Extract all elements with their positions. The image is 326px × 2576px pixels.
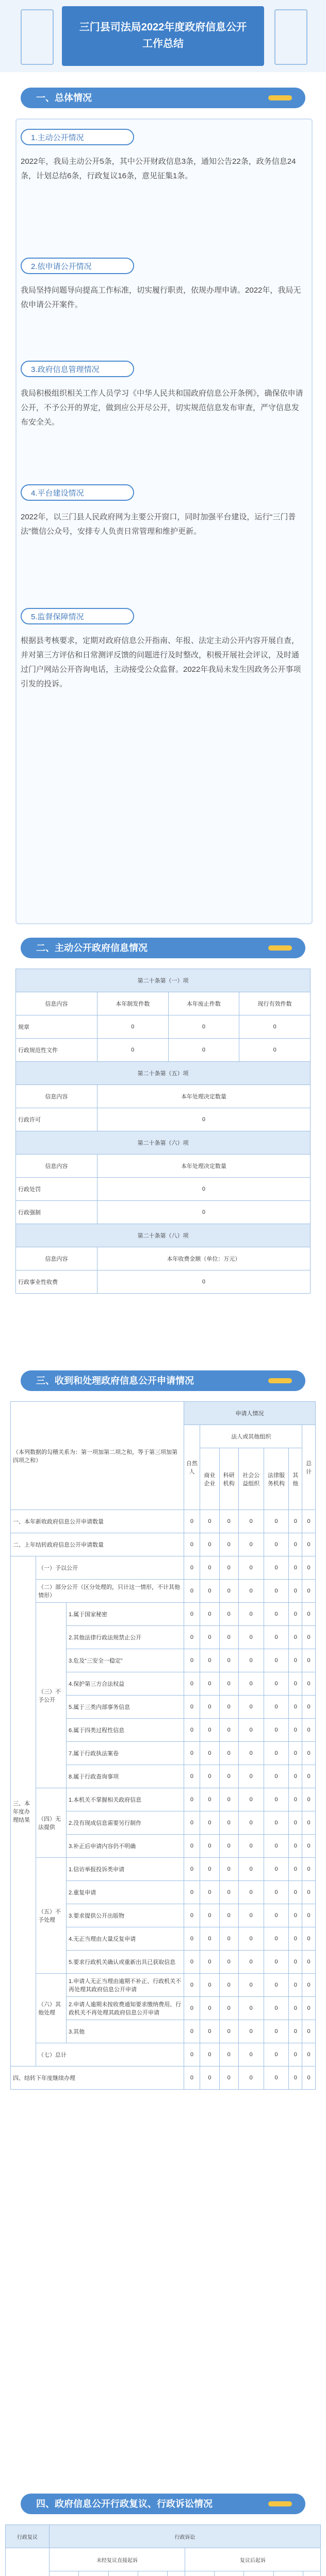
table-header-cell: 自然人: [184, 1425, 200, 1510]
table-cell: 0: [200, 2020, 219, 2043]
active-disclosure-table: [15, 969, 311, 1294]
table-cell: 0: [289, 1927, 302, 1951]
table-block-title: 第二十条第（一）项: [16, 969, 311, 992]
table-cell: 0: [302, 1510, 316, 1533]
table-cell: （六）其他处理: [36, 1974, 67, 2043]
table-cell: 0: [238, 1696, 264, 1719]
table-cell: 0: [219, 1556, 238, 1580]
table-cell: 0: [219, 2043, 238, 2066]
section-title-applications: 三、收到和处理政府信息公开申请情况: [36, 1376, 194, 1386]
table-cell: 0: [200, 1835, 219, 1858]
table-cell: （五）不予处理: [36, 1858, 67, 1974]
table-cell: 0: [289, 1533, 302, 1556]
table-cell: 0: [184, 2020, 200, 2043]
table-cell: 0: [239, 1015, 311, 1039]
table-header-cell: [185, 2571, 214, 2576]
table-cell: 0: [264, 1788, 289, 1811]
table-cell: 0: [184, 1997, 200, 2020]
table-cell: 0: [238, 1719, 264, 1742]
table-row: [11, 1556, 316, 1580]
table-row: [11, 1788, 316, 1811]
table-header-cell: 信息内容: [16, 1247, 97, 1270]
table-cell: 2.其他法律行政法规禁止公开: [67, 1626, 184, 1649]
table-cell: 0: [238, 1649, 264, 1672]
table-cell: 0: [200, 1788, 219, 1811]
table-cell: 0: [238, 1835, 264, 1858]
table-cell: 0: [289, 1904, 302, 1927]
table-cell: 0: [200, 1765, 219, 1788]
table-cell: 3.要求提供公开出版物: [67, 1904, 184, 1927]
overview-text-1: 2022年，我局主动公开5条，其中公开财政信息3条，通知公告22条，政务信息24条，计划总结6条，行政复议16条，意见征集1条。: [21, 157, 296, 180]
table-cell: 0: [289, 2066, 302, 2090]
table-header-cell: 复议后起诉: [185, 2548, 320, 2571]
table-header-cell: 行政诉讼: [50, 2525, 321, 2548]
table-cell: 0: [264, 1719, 289, 1742]
overview-tag-1: 1.主动公开情况: [21, 129, 134, 145]
table-cell: 0: [200, 1974, 219, 1997]
table-cell: 0: [238, 1951, 264, 1974]
table-cell: 0: [168, 1039, 239, 1062]
table-cell: 0: [219, 1696, 238, 1719]
table-cell: 2.申请人逾期未按收费通知要求缴纳费用、行政机关不再处理其政府信息公开申请: [67, 1997, 184, 2020]
section-decoration: [268, 2501, 292, 2506]
table-cell: 0: [184, 2043, 200, 2066]
table-cell: 0: [264, 1510, 289, 1533]
table-cell: 0: [302, 1997, 316, 2020]
overview-text-3: 我局积极组织相关工作人员学习《中华人民共和国政府信息公开条例》，确保依申请公开，不予公开的界定，做到应公开尽公开，切实规范信息发布审查，严守信息发布安全关。: [21, 389, 303, 427]
table-cell: 0: [238, 1811, 264, 1835]
table-cell: 0: [238, 1881, 264, 1904]
header-decoration-left: [21, 9, 54, 65]
table-cell: 0: [219, 1974, 238, 1997]
table-cell: 0: [184, 2066, 200, 2090]
table-cell: 0: [219, 1881, 238, 1904]
table-cell: 0: [219, 1626, 238, 1649]
table-cell: （二）部分公开（区分处理的，只计这一情形，不计其他情形）: [36, 1580, 184, 1603]
table-cell: 0: [238, 1603, 264, 1626]
table-cell: 0: [219, 1533, 238, 1556]
table-cell: 0: [184, 1811, 200, 1835]
table-cell: 行政许可: [16, 1108, 97, 1131]
table-cell: 0: [302, 1765, 316, 1788]
table-cell: 0: [302, 1696, 316, 1719]
table-cell: 0: [219, 1927, 238, 1951]
table-cell: 0: [238, 2066, 264, 2090]
table-cell: 0: [200, 1649, 219, 1672]
table-cell: 0: [289, 1510, 302, 1533]
table-cell: 0: [97, 1108, 310, 1131]
table-spacer-cell: [6, 2548, 50, 2576]
table-cell: 0: [200, 1742, 219, 1765]
table-cell: 0: [200, 1510, 219, 1533]
table-cell: 0: [97, 1178, 310, 1201]
table-cell: 0: [238, 1556, 264, 1580]
table-cell: 0: [238, 1788, 264, 1811]
table-cell: 0: [184, 1951, 200, 1974]
table-cell: 0: [184, 1510, 200, 1533]
applications-table: [10, 1401, 316, 2090]
table-cell: 四、结转下年度继续办理: [11, 2066, 184, 2090]
table-cell: 0: [238, 1927, 264, 1951]
table-cell: 1.信访举报投诉类申请: [67, 1858, 184, 1881]
table-cell: 0: [184, 1742, 200, 1765]
table-cell: 0: [289, 1951, 302, 1974]
table-cell: 7.属于行政执法案卷: [67, 1742, 184, 1765]
table-header-cell: 行政复议: [6, 2525, 50, 2548]
table-cell: 0: [200, 2066, 219, 2090]
table-cell: 0: [302, 1951, 316, 1974]
table-cell: 0: [238, 2043, 264, 2066]
table-block-title: 第二十条第（五）项: [16, 1062, 311, 1085]
table-header-cell: 现行有效件数: [239, 992, 311, 1015]
table-cell: 0: [302, 1533, 316, 1556]
header-decoration-right: [274, 9, 307, 65]
table-cell: 0: [289, 1649, 302, 1672]
overview-text-4: 2022年，以三门县人民政府网为主要公开窗口，同时加强平台建设，运行“三门普法”微信公众号，安排专人负责日常管理和维护更新。: [21, 513, 296, 536]
overview-tag-4: 4.平台建设情况: [21, 484, 134, 501]
table-header-cell: 申请人情况: [184, 1402, 315, 1425]
table-cell: 0: [289, 1626, 302, 1649]
table-cell: 0: [238, 1580, 264, 1603]
table-cell: 3.补正后申请内容仍不明确: [67, 1835, 184, 1858]
table-cell: 0: [184, 1927, 200, 1951]
table-row: [11, 1858, 316, 1881]
table-cell: 0: [264, 1997, 289, 2020]
table-cell: （四）无法提供: [36, 1788, 67, 1858]
table-cell: 二、上年结转政府信息公开申请数量: [11, 1533, 184, 1556]
table-cell: 0: [289, 1997, 302, 2020]
table-header-cell: 其他: [289, 1448, 302, 1510]
table-cell: 0: [264, 1533, 289, 1556]
table-cell: 0: [200, 1927, 219, 1951]
table-cell: 0: [302, 1858, 316, 1881]
table-cell: 0: [264, 1858, 289, 1881]
table-cell: 0: [238, 1974, 264, 1997]
table-cell: 行政处罚: [16, 1178, 97, 1201]
table-cell: 0: [302, 1835, 316, 1858]
table-cell: 0: [97, 1201, 310, 1224]
table-cell: 0: [289, 2020, 302, 2043]
table-cell: 0: [264, 2066, 289, 2090]
table-header-cell: 本年处理决定数量: [97, 1085, 310, 1108]
table-cell: 0: [219, 1649, 238, 1672]
table-cell: 0: [238, 1626, 264, 1649]
table-cell: 0: [184, 1580, 200, 1603]
table-header-cell: 总计: [302, 1425, 316, 1510]
table-row: [11, 1603, 316, 1626]
table-header-cell: 信息内容: [16, 992, 97, 1015]
table-cell: 行政事业性收费: [16, 1270, 97, 1294]
table-cell: 0: [184, 1649, 200, 1672]
header-title-band: [62, 6, 264, 66]
table-cell: 0: [264, 1951, 289, 1974]
table-cell: 0: [264, 2020, 289, 2043]
table-cell: 0: [302, 2020, 316, 2043]
table-header-cell: [215, 2571, 244, 2576]
table-cell: 0: [289, 1719, 302, 1742]
table-cell: 0: [200, 1997, 219, 2020]
table-row: [11, 1533, 316, 1556]
table-header-cell: 本年处理决定数量: [97, 1155, 310, 1178]
table-row: [11, 1510, 316, 1533]
section-decoration: [268, 1378, 292, 1383]
section-title-review-litigation: 四、政府信息公开行政复议、行政诉讼情况: [36, 2499, 213, 2509]
table-row: [11, 1580, 316, 1603]
table-header-cell: 科研机构: [219, 1448, 238, 1510]
table-cell: 0: [184, 1696, 200, 1719]
table-cell: 1.属于国家秘密: [67, 1603, 184, 1626]
table-cell: 0: [289, 1788, 302, 1811]
table-header-cell: [108, 2571, 138, 2576]
table-cell: 0: [238, 1510, 264, 1533]
table-cell: 0: [219, 1603, 238, 1626]
page-title-line2: 工作总结: [142, 38, 184, 49]
table-cell: 0: [264, 1556, 289, 1580]
table-cell: 0: [200, 1556, 219, 1580]
table-header-cell: 法人或其他组织: [200, 1425, 302, 1448]
table-cell: 0: [264, 1649, 289, 1672]
table-cell: 0: [302, 1603, 316, 1626]
table-cell: 0: [302, 1904, 316, 1927]
table-cell: 一、本年新收政府信息公开申请数量: [11, 1510, 184, 1533]
table-header-cell: [50, 2571, 79, 2576]
table-cell: 0: [302, 1626, 316, 1649]
table-corner-note: （本列数据的勾稽关系为：第一项加第二项之和，等于第三项加第四项之和）: [11, 1402, 184, 1510]
review-litigation-table: [5, 2524, 321, 2576]
table-cell: 0: [238, 1997, 264, 2020]
table-header-cell: 本年废止件数: [168, 992, 239, 1015]
table-cell: 0: [264, 1580, 289, 1603]
table-header-cell: [273, 2571, 303, 2576]
overview-text-5: 根据县考核要求，定期对政府信息公开指南、年报、法定主动公开内容开展自查，并对第三方评估和日常测评反馈的问题进行及时整改，积极开展社会评议，及时通过门户网站公开咨询电话，主动接受公众监督。2022年我局未发生因政务公开事项引发的投诉。: [21, 636, 301, 688]
table-row: [11, 1974, 316, 1997]
table-cell: （七）总计: [36, 2043, 184, 2066]
table-cell: 0: [200, 2043, 219, 2066]
table-cell: 0: [302, 1672, 316, 1696]
table-cell: 0: [289, 1696, 302, 1719]
table-cell: 0: [219, 2020, 238, 2043]
table-row: [11, 2066, 316, 2090]
table-cell: 0: [264, 1626, 289, 1649]
table-cell: 0: [302, 1974, 316, 1997]
table-header-cell: 商业企业: [200, 1448, 219, 1510]
table-cell: 0: [219, 1858, 238, 1881]
table-cell: 2.重复申请: [67, 1881, 184, 1904]
table-cell: 3.危及“三安全一稳定”: [67, 1649, 184, 1672]
table-cell: 4.无正当理由大量反复申请: [67, 1927, 184, 1951]
table-cell: 0: [219, 1997, 238, 2020]
table-cell: 0: [97, 1039, 168, 1062]
table-cell: 0: [168, 1015, 239, 1039]
table-cell: 0: [238, 2020, 264, 2043]
table-cell: 0: [200, 1696, 219, 1719]
table-cell: 0: [184, 1858, 200, 1881]
table-cell: 0: [219, 1904, 238, 1927]
table-cell: 0: [302, 1788, 316, 1811]
table-cell: 0: [97, 1270, 310, 1294]
table-header-cell: 信息内容: [16, 1155, 97, 1178]
table-cell: 0: [200, 1626, 219, 1649]
table-cell: 0: [302, 1742, 316, 1765]
table-cell: 0: [238, 1765, 264, 1788]
overview-tag-2: 2.依申请公开情况: [21, 258, 134, 274]
table-block-title: 第二十条第（八）项: [16, 1224, 311, 1247]
table-cell: 0: [289, 1580, 302, 1603]
table-cell: 0: [184, 1974, 200, 1997]
table-cell: 0: [289, 1811, 302, 1835]
table-cell: 0: [289, 1672, 302, 1696]
table-cell: 0: [184, 1835, 200, 1858]
table-header-cell: [244, 2571, 273, 2576]
table-cell: 0: [289, 1603, 302, 1626]
table-cell: 0: [219, 1719, 238, 1742]
table-cell: 0: [302, 1719, 316, 1742]
table-block-title: 第二十条第（六）项: [16, 1131, 311, 1155]
table-cell: 5.要求行政机关确认或重新出具已获取信息: [67, 1951, 184, 1974]
table-cell: 0: [302, 1927, 316, 1951]
table-cell: 0: [264, 1672, 289, 1696]
table-cell: 0: [264, 1835, 289, 1858]
table-cell: 0: [264, 1696, 289, 1719]
table-cell: 0: [219, 1765, 238, 1788]
table-cell: 5.属于三类内部事务信息: [67, 1696, 184, 1719]
table-cell: 0: [289, 1556, 302, 1580]
table-cell: 0: [238, 1858, 264, 1881]
table-cell: 0: [200, 1533, 219, 1556]
table-cell: 0: [184, 1556, 200, 1580]
table-header-cell: [303, 2571, 320, 2576]
section-decoration: [268, 95, 292, 100]
table-cell: 0: [184, 1904, 200, 1927]
table-cell: 0: [184, 1533, 200, 1556]
table-cell: 0: [289, 1835, 302, 1858]
table-cell: （三）不予公开: [36, 1603, 67, 1788]
table-cell: 规章: [16, 1015, 97, 1039]
table-cell: 0: [184, 1881, 200, 1904]
table-cell: 0: [238, 1533, 264, 1556]
table-cell: 0: [302, 1580, 316, 1603]
table-cell: 0: [302, 1811, 316, 1835]
table-header-cell: [168, 2571, 185, 2576]
table-cell: 0: [200, 1603, 219, 1626]
table-cell: 0: [238, 1742, 264, 1765]
section-title-overview: 一、总体情况: [36, 93, 92, 103]
table-cell: 0: [289, 1742, 302, 1765]
table-cell: 0: [219, 2066, 238, 2090]
table-cell: 0: [239, 1039, 311, 1062]
table-cell: 0: [219, 1510, 238, 1533]
table-header-cell: [79, 2571, 108, 2576]
table-cell: 0: [200, 1904, 219, 1927]
table-cell: 0: [238, 1904, 264, 1927]
overview-tag-3: 3.政府信息管理情况: [21, 361, 134, 377]
table-cell: 0: [184, 1626, 200, 1649]
table-cell: 0: [200, 1811, 219, 1835]
table-header-cell: 未经复议直接起诉: [50, 2548, 185, 2571]
table-cell: 0: [200, 1951, 219, 1974]
table-cell: 0: [200, 1858, 219, 1881]
table-cell: 1.本机关不掌握相关政府信息: [67, 1788, 184, 1811]
table-cell: 0: [219, 1835, 238, 1858]
table-cell: 0: [289, 1881, 302, 1904]
table-cell: 0: [219, 1742, 238, 1765]
table-cell: 0: [289, 1858, 302, 1881]
table-cell: 0: [264, 1904, 289, 1927]
section-title-active-disclosure: 二、主动公开政府信息情况: [36, 943, 148, 953]
table-cell: 0: [264, 1603, 289, 1626]
table-header-cell: 法律服务机构: [264, 1448, 289, 1510]
table-cell: 4.保护第三方合法权益: [67, 1672, 184, 1696]
table-cell: 0: [289, 1765, 302, 1788]
table-cell: 行政强制: [16, 1201, 97, 1224]
table-cell: （一）予以公开: [36, 1556, 184, 1580]
table-cell: 1.申请人无正当理由逾期不补正、行政机关不再处理其政府信息公开申请: [67, 1974, 184, 1997]
table-cell: 3.其他: [67, 2020, 184, 2043]
table-cell: 0: [238, 1672, 264, 1696]
table-cell: 8.属于行政查询事项: [67, 1765, 184, 1788]
table-cell: 0: [264, 1881, 289, 1904]
table-cell: 6.属于四类过程性信息: [67, 1719, 184, 1742]
table-row: [11, 2043, 316, 2066]
table-cell: 0: [184, 1788, 200, 1811]
table-cell: 0: [302, 1881, 316, 1904]
table-header-cell: 本年收费金额（单位：万元）: [97, 1247, 310, 1270]
table-cell: 0: [264, 1927, 289, 1951]
table-cell: 0: [264, 2043, 289, 2066]
table-cell: 0: [289, 1974, 302, 1997]
page-title-line1: 三门县司法局2022年度政府信息公开: [79, 22, 247, 33]
table-cell: 0: [219, 1788, 238, 1811]
table-cell: 0: [184, 1765, 200, 1788]
table-cell: 0: [264, 1811, 289, 1835]
table-cell: 0: [219, 1672, 238, 1696]
table-cell: 三、本年度办理结果: [11, 1556, 36, 2066]
table-cell: 0: [200, 1881, 219, 1904]
table-cell: 0: [200, 1580, 219, 1603]
table-cell: 0: [184, 1719, 200, 1742]
table-cell: 0: [302, 2066, 316, 2090]
table-header-cell: 本年制发件数: [97, 992, 168, 1015]
table-cell: 0: [264, 1765, 289, 1788]
table-cell: 0: [219, 1580, 238, 1603]
table-cell: 0: [200, 1719, 219, 1742]
table-cell: 0: [219, 1951, 238, 1974]
table-cell: 0: [97, 1015, 168, 1039]
table-cell: 0: [200, 1672, 219, 1696]
table-cell: 0: [302, 1556, 316, 1580]
overview-text-2: 我局坚持问题导向提高工作标准，切实履行职责，依规办理申请。2022年，我局无依申请公开案件。: [21, 286, 301, 309]
table-cell: 0: [289, 2043, 302, 2066]
table-header-cell: [138, 2571, 167, 2576]
table-cell: 0: [219, 1811, 238, 1835]
table-cell: 行政规范性文件: [16, 1039, 97, 1062]
overview-tag-5: 5.监督保障情况: [21, 608, 134, 624]
table-cell: 0: [302, 1649, 316, 1672]
table-cell: 2.没有现成信息需要另行制作: [67, 1811, 184, 1835]
table-cell: 0: [264, 1974, 289, 1997]
section-decoration: [268, 945, 292, 951]
table-cell: 0: [184, 1672, 200, 1696]
table-cell: 0: [264, 1742, 289, 1765]
table-header-cell: 社会公益组织: [238, 1448, 264, 1510]
table-cell: 0: [184, 1603, 200, 1626]
table-cell: 0: [302, 2043, 316, 2066]
table-header-cell: 信息内容: [16, 1085, 97, 1108]
